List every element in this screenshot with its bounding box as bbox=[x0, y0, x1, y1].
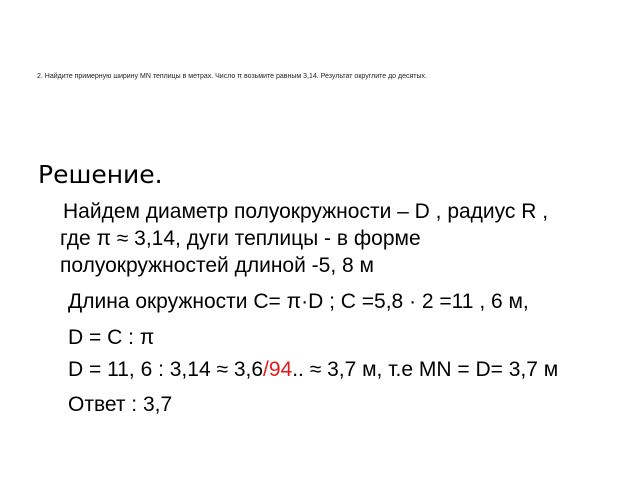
paragraph-line-3: полуокружностей длиной -5, 8 м bbox=[60, 254, 374, 277]
paragraph-line-2: где π ≈ 3,14, дуги теплицы - в форме bbox=[60, 227, 421, 250]
paragraph-line-1: Найдем диаметр полуокружности – D , радиус R , bbox=[63, 200, 549, 223]
circumference-formula: Длина окружности С= π·D ; С =5,8 · 2 =11 , 6 м, bbox=[68, 290, 529, 313]
solution-paragraph bbox=[60, 198, 623, 279]
diameter-formula: D = С : π bbox=[68, 326, 155, 349]
calc-prefix: D = 11, 6 : 3,14 ≈ 3,6 bbox=[68, 358, 264, 381]
answer-line: Ответ : 3,7 bbox=[68, 393, 173, 416]
calc-highlight: /94 bbox=[263, 358, 293, 381]
diameter-calculation bbox=[68, 358, 558, 382]
calc-suffix: .. ≈ 3,7 м, т.е MN = D= 3,7 м bbox=[292, 358, 559, 381]
task-statement: 2. Найдите примерную ширину MN теплицы в метрах. Число π возьмите равным 3,14. Результат округлите до десятых. bbox=[37, 73, 427, 80]
solution-heading: Решение. bbox=[38, 160, 163, 189]
